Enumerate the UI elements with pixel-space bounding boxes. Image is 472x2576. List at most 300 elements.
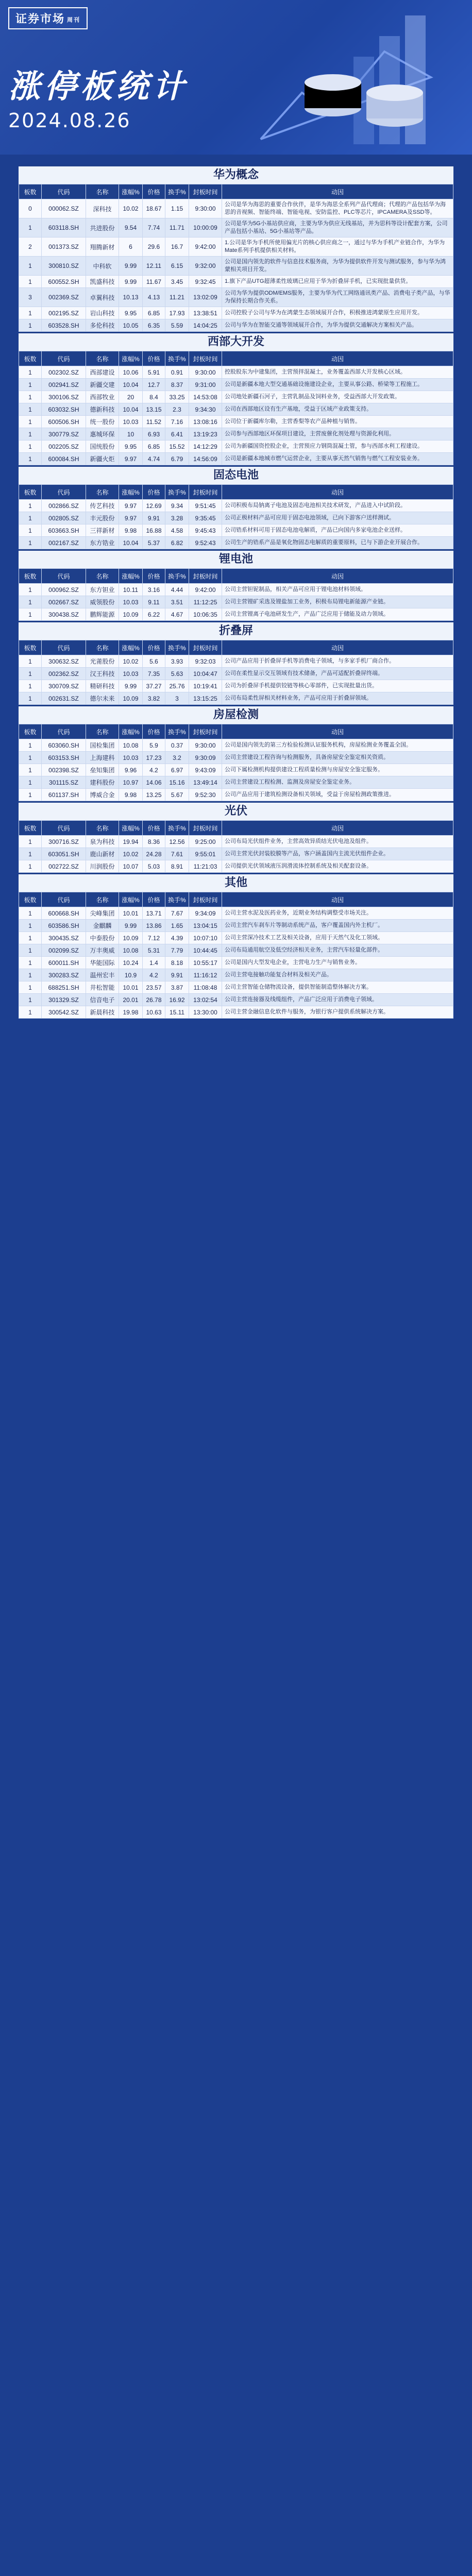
column-header-seal-time: 封板时间 (189, 351, 222, 366)
table-row (19, 238, 453, 257)
table-header-row (19, 569, 453, 584)
cell-change: 10.04 (119, 379, 143, 391)
column-header-code: 代码 (42, 724, 86, 739)
cell-board: 1 (19, 836, 42, 848)
column-header-turnover: 换手% (165, 184, 189, 199)
cell-name: 凯盛科技 (86, 276, 119, 288)
cell-seal-time: 10:04:47 (189, 668, 222, 680)
limit-up-table (19, 351, 453, 465)
cell-change: 10.03 (119, 668, 143, 680)
limit-up-table (19, 820, 453, 873)
cell-change: 9.97 (119, 512, 143, 524)
cell-reason: 公司控股子公司与华为在鸿蒙生态领域展开合作，积极推进鸿蒙原生应用开发。 (222, 307, 453, 319)
cell-code: 300779.SZ (42, 428, 86, 440)
cell-code: 002722.SZ (42, 860, 86, 873)
cell-turnover: 12.56 (165, 836, 189, 848)
cell-turnover: 4.58 (165, 524, 189, 537)
cell-reason: 公司主营锂离子电池研发生产，产品广泛应用于储能及动力领域。 (222, 608, 453, 621)
cell-price: 6.22 (143, 608, 165, 621)
cell-reason: 公司主营深冷技术工艺及相关设备，应用于天然气及化工领域。 (222, 932, 453, 944)
cell-code: 301115.SZ (42, 776, 86, 789)
cell-seal-time: 9:43:09 (189, 764, 222, 776)
cell-board: 1 (19, 428, 42, 440)
table-row (19, 379, 453, 391)
cell-name: 三祥新材 (86, 524, 119, 537)
cell-turnover: 3.93 (165, 655, 189, 668)
cell-name: 西部牧业 (86, 391, 119, 403)
column-header-seal-time: 封板时间 (189, 640, 222, 655)
column-header-turnover: 换手% (165, 821, 189, 836)
cell-price: 1.4 (143, 957, 165, 969)
table-row (19, 199, 453, 218)
cell-price: 6.85 (143, 307, 165, 319)
cell-board: 1 (19, 307, 42, 319)
cell-code: 300810.SZ (42, 257, 86, 276)
cell-name: 信音电子 (86, 994, 119, 1006)
cell-turnover: 11.21 (165, 288, 189, 307)
cell-name: 川润股份 (86, 860, 119, 873)
cell-change: 10.06 (119, 366, 143, 379)
cell-price: 9.11 (143, 596, 165, 608)
cell-price: 7.12 (143, 932, 165, 944)
column-header-price: 价格 (143, 485, 165, 500)
cell-name: 金麒麟 (86, 920, 119, 932)
cell-code: 300716.SZ (42, 836, 86, 848)
cell-code: 000062.SZ (42, 199, 86, 218)
cell-reason: 公司主营锂矿采选及锂盐加工业务，积极布局锂电新能源产业链。 (222, 596, 453, 608)
cell-seal-time: 9:45:43 (189, 524, 222, 537)
cell-board: 1 (19, 416, 42, 428)
cell-code: 603032.SH (42, 403, 86, 416)
table-row (19, 981, 453, 994)
cell-name: 惠城环保 (86, 428, 119, 440)
cell-change: 9.99 (119, 276, 143, 288)
table-row (19, 276, 453, 288)
cell-reason: 公司主营光伏封装胶膜等产品，客户涵盖国内主流光伏组件企业。 (222, 848, 453, 860)
table-header-row (19, 640, 453, 655)
cell-board: 1 (19, 994, 42, 1006)
cell-seal-time: 11:16:12 (189, 969, 222, 981)
cell-turnover: 1.65 (165, 920, 189, 932)
cell-name: 精研科技 (86, 680, 119, 692)
cell-name: 尖峰集团 (86, 907, 119, 920)
cell-board: 1 (19, 680, 42, 692)
column-header-board: 板数 (19, 821, 42, 836)
column-header-reason: 动因 (222, 821, 453, 836)
cell-price: 7.35 (143, 668, 165, 680)
cell-code: 603118.SH (42, 218, 86, 238)
column-header-board: 板数 (19, 724, 42, 739)
cell-turnover: 7.16 (165, 416, 189, 428)
cell-seal-time: 9:30:00 (189, 739, 222, 752)
section-title: 光伏 (19, 801, 453, 820)
cell-code: 002398.SZ (42, 764, 86, 776)
cell-code: 603051.SH (42, 848, 86, 860)
table-header-row (19, 892, 453, 907)
cell-reason: 公司为新疆国资控股企业，主营预应力钢筒混凝土管，参与西部水利工程建设。 (222, 440, 453, 453)
cell-change: 9.99 (119, 920, 143, 932)
cell-turnover: 4.67 (165, 608, 189, 621)
cell-price: 13.25 (143, 789, 165, 801)
cell-change: 10.01 (119, 907, 143, 920)
table-row (19, 537, 453, 549)
cell-seal-time: 9:30:00 (189, 366, 222, 379)
cell-price: 23.57 (143, 981, 165, 994)
cell-name: 博威合金 (86, 789, 119, 801)
cell-change: 9.97 (119, 453, 143, 465)
column-header-code: 代码 (42, 821, 86, 836)
column-header-price: 价格 (143, 351, 165, 366)
cell-reason: 公司主营钽铌制品，相关产品可应用于锂电池材料领域。 (222, 584, 453, 596)
column-header-seal-time: 封板时间 (189, 569, 222, 584)
cell-reason: 公司布局通用航空及低空经济相关业务，主营汽车轻量化部件。 (222, 944, 453, 957)
cell-price: 4.13 (143, 288, 165, 307)
cell-code: 002631.SZ (42, 692, 86, 705)
cell-seal-time: 9:52:43 (189, 537, 222, 549)
column-header-change: 涨幅% (119, 892, 143, 907)
cell-seal-time: 9:34:09 (189, 907, 222, 920)
cell-board: 1 (19, 218, 42, 238)
cell-seal-time: 9:32:00 (189, 257, 222, 276)
cell-seal-time: 11:08:48 (189, 981, 222, 994)
cell-turnover: 8.37 (165, 379, 189, 391)
column-header-change: 涨幅% (119, 821, 143, 836)
cell-change: 10.02 (119, 848, 143, 860)
cell-reason: 公司主营汽车刹车片等制动系统产品，客户覆盖国内外主机厂。 (222, 920, 453, 932)
cell-turnover: 0.37 (165, 739, 189, 752)
cell-board: 1 (19, 608, 42, 621)
column-header-seal-time: 封板时间 (189, 184, 222, 199)
table-row (19, 907, 453, 920)
cell-code: 603153.SH (42, 752, 86, 764)
cell-name: 威领股份 (86, 596, 119, 608)
cell-reason: 公司参与西部地区环保项目建设，主营废催化剂处理与资源化利用。 (222, 428, 453, 440)
column-header-board: 板数 (19, 184, 42, 199)
cell-name: 上海建科 (86, 752, 119, 764)
column-header-change: 涨幅% (119, 351, 143, 366)
cell-name: 垒知集团 (86, 764, 119, 776)
cell-name: 泉为科技 (86, 836, 119, 848)
cell-board: 1 (19, 596, 42, 608)
cell-board: 1 (19, 907, 42, 920)
table-row (19, 789, 453, 801)
cell-name: 新晨科技 (86, 1006, 119, 1019)
cell-reason: 公司主营智能仓储物流设备，提供智能制造整体解决方案。 (222, 981, 453, 994)
cell-turnover: 33.25 (165, 391, 189, 403)
cell-reason: 公司地处新疆石河子，主营乳制品及饲料业务，受益西部大开发政策。 (222, 391, 453, 403)
section-title: 房屋检测 (19, 705, 453, 724)
cell-turnover: 5.59 (165, 319, 189, 332)
cell-board: 1 (19, 848, 42, 860)
cell-change: 10.13 (119, 288, 143, 307)
cell-seal-time: 11:21:03 (189, 860, 222, 873)
column-header-board: 板数 (19, 485, 42, 500)
cell-board: 1 (19, 655, 42, 668)
cell-code: 688251.SH (42, 981, 86, 994)
table-row (19, 848, 453, 860)
cell-seal-time: 10:07:10 (189, 932, 222, 944)
table-row (19, 307, 453, 319)
cell-price: 5.37 (143, 537, 165, 549)
cell-seal-time: 10:55:17 (189, 957, 222, 969)
cell-reason: 1.旗下产品UTG超薄柔性玻璃已应用于华为折叠屏手机，已实现批量供货。 (222, 276, 453, 288)
cell-seal-time: 9:51:45 (189, 500, 222, 512)
cell-board: 1 (19, 403, 42, 416)
cell-board: 1 (19, 944, 42, 957)
cell-board: 1 (19, 668, 42, 680)
cell-name: 共进股份 (86, 218, 119, 238)
cell-code: 002099.SZ (42, 944, 86, 957)
column-header-reason: 动因 (222, 485, 453, 500)
limit-up-table (19, 724, 453, 801)
cell-board: 1 (19, 932, 42, 944)
cell-turnover: 7.61 (165, 848, 189, 860)
cell-price: 13.15 (143, 403, 165, 416)
column-header-reason: 动因 (222, 351, 453, 366)
cell-board: 1 (19, 776, 42, 789)
cell-board: 1 (19, 981, 42, 994)
cell-board: 1 (19, 319, 42, 332)
cell-name: 光莆股份 (86, 655, 119, 668)
cell-reason: 公司为华为提供ODM/EMS服务，主要为华为代工网络通讯类产品、消费电子类产品，与华为保持长期合作关系。 (222, 288, 453, 307)
cell-board: 1 (19, 1006, 42, 1019)
cell-board: 1 (19, 789, 42, 801)
cell-turnover: 15.16 (165, 776, 189, 789)
table-row (19, 668, 453, 680)
cell-board: 1 (19, 257, 42, 276)
column-header-name: 名称 (86, 724, 119, 739)
column-header-price: 价格 (143, 892, 165, 907)
cell-price: 26.78 (143, 994, 165, 1006)
table-row (19, 596, 453, 608)
cell-turnover: 6.97 (165, 764, 189, 776)
cell-change: 10.11 (119, 584, 143, 596)
cell-code: 002941.SZ (42, 379, 86, 391)
table-row (19, 752, 453, 764)
cell-change: 9.98 (119, 789, 143, 801)
cell-reason: 公司正极材料产品可应用于固态电池领域，已向下游客户送样测试。 (222, 512, 453, 524)
cell-code: 002866.SZ (42, 500, 86, 512)
cell-code: 300709.SZ (42, 680, 86, 692)
cell-reason: 公司在西部地区设有生产基地，受益于区域产业政策支持。 (222, 403, 453, 416)
cell-turnover: 9.91 (165, 969, 189, 981)
table-row (19, 524, 453, 537)
section-title: 固态电池 (19, 465, 453, 484)
cell-price: 11.67 (143, 276, 165, 288)
cell-code: 601137.SH (42, 789, 86, 801)
column-header-change: 涨幅% (119, 184, 143, 199)
column-header-seal-time: 封板时间 (189, 724, 222, 739)
cell-seal-time: 9:25:00 (189, 836, 222, 848)
cell-code: 002667.SZ (42, 596, 86, 608)
cell-price: 13.86 (143, 920, 165, 932)
cell-change: 6 (119, 238, 143, 257)
cell-seal-time: 13:15:25 (189, 692, 222, 705)
cell-name: 传艺科技 (86, 500, 119, 512)
cell-seal-time: 9:31:00 (189, 379, 222, 391)
cell-reason: 公司锆系材料可用于固态电池电解质，产品已向国内多家电池企业送样。 (222, 524, 453, 537)
limit-up-table (19, 640, 453, 705)
cell-turnover: 7.67 (165, 907, 189, 920)
cell-change: 10 (119, 428, 143, 440)
cell-code: 002805.SZ (42, 512, 86, 524)
cell-seal-time: 13:02:09 (189, 288, 222, 307)
column-header-price: 价格 (143, 640, 165, 655)
cell-seal-time: 13:04:15 (189, 920, 222, 932)
column-header-change: 涨幅% (119, 569, 143, 584)
cell-seal-time: 9:55:01 (189, 848, 222, 860)
column-header-reason: 动因 (222, 569, 453, 584)
cell-turnover: 6.41 (165, 428, 189, 440)
column-header-name: 名称 (86, 892, 119, 907)
table-row (19, 416, 453, 428)
cell-board: 1 (19, 276, 42, 288)
cell-turnover: 15.52 (165, 440, 189, 453)
cell-change: 19.94 (119, 836, 143, 848)
cell-turnover: 8.18 (165, 957, 189, 969)
cell-seal-time: 13:02:54 (189, 994, 222, 1006)
cell-board: 0 (19, 199, 42, 218)
cell-board: 1 (19, 500, 42, 512)
cell-turnover: 5.67 (165, 789, 189, 801)
cell-seal-time: 10:06:35 (189, 608, 222, 621)
cell-price: 6.35 (143, 319, 165, 332)
cell-change: 10.07 (119, 860, 143, 873)
cell-board: 3 (19, 288, 42, 307)
column-header-code: 代码 (42, 485, 86, 500)
cell-turnover: 3.51 (165, 596, 189, 608)
column-header-seal-time: 封板时间 (189, 485, 222, 500)
table-row (19, 218, 453, 238)
cell-name: 万丰奥威 (86, 944, 119, 957)
cell-turnover: 0.91 (165, 366, 189, 379)
cell-code: 001373.SZ (42, 238, 86, 257)
cell-name: 岩山科技 (86, 307, 119, 319)
cell-turnover: 4.39 (165, 932, 189, 944)
cell-change: 9.99 (119, 257, 143, 276)
cell-change: 10.09 (119, 608, 143, 621)
cell-seal-time: 9:42:00 (189, 238, 222, 257)
cell-code: 600668.SH (42, 907, 86, 920)
cell-price: 16.88 (143, 524, 165, 537)
column-header-code: 代码 (42, 569, 86, 584)
cell-change: 10.01 (119, 981, 143, 994)
column-header-turnover: 换手% (165, 569, 189, 584)
section-title: 西部大开发 (19, 332, 453, 351)
cell-change: 9.95 (119, 440, 143, 453)
cell-turnover: 2.3 (165, 403, 189, 416)
table-row (19, 403, 453, 416)
cell-seal-time: 9:32:45 (189, 276, 222, 288)
cell-change: 10.09 (119, 692, 143, 705)
column-header-board: 板数 (19, 892, 42, 907)
cell-board: 1 (19, 584, 42, 596)
cell-turnover: 5.63 (165, 668, 189, 680)
cell-board: 1 (19, 391, 42, 403)
column-header-change: 涨幅% (119, 724, 143, 739)
cell-change: 10.03 (119, 752, 143, 764)
cell-name: 井松智能 (86, 981, 119, 994)
cell-price: 5.6 (143, 655, 165, 668)
table-row (19, 920, 453, 932)
cell-name: 鹏辉能源 (86, 608, 119, 621)
cell-name: 鹿山新材 (86, 848, 119, 860)
cell-reason: 公司是新疆本地大型交通基础设施建设企业，主要从事公路、桥梁等工程施工。 (222, 379, 453, 391)
table-row (19, 860, 453, 873)
cell-reason: 公司是华为5G小基站供应商，主要为华为供应无线基站，并为思科等设计配套方案，公司产品包括小基站、5G小基站等产品。 (222, 218, 453, 238)
cell-seal-time: 9:42:00 (189, 584, 222, 596)
table-row (19, 608, 453, 621)
cell-name: 新疆火炬 (86, 453, 119, 465)
cell-change: 10.08 (119, 944, 143, 957)
cell-seal-time: 10:19:41 (189, 680, 222, 692)
cell-name: 华能国际 (86, 957, 119, 969)
cell-price: 7.74 (143, 218, 165, 238)
cell-turnover: 16.92 (165, 994, 189, 1006)
brand-logo: 证券市场 周刊 (8, 7, 88, 29)
table-row (19, 680, 453, 692)
cell-reason: 公司是华为海思的重要合作伙伴，是华为海思全系列产品代理商；代理的产品包括华为海思的音视频、智能终端、智能电视、安防监控、PLC等芯片，IPCAMERA及SSD等。 (222, 199, 453, 218)
cell-price: 8.36 (143, 836, 165, 848)
cell-price: 6.93 (143, 428, 165, 440)
cell-reason: 公司在柔性显示交互领域有技术储备，产品可适配折叠屏终端。 (222, 668, 453, 680)
cell-seal-time: 9:34:30 (189, 403, 222, 416)
limit-up-table (19, 184, 453, 332)
cell-price: 6.85 (143, 440, 165, 453)
cell-name: 建科股份 (86, 776, 119, 789)
cell-code: 300106.SZ (42, 391, 86, 403)
cell-seal-time: 9:30:00 (189, 199, 222, 218)
cell-reason: 公司主营连接器及线缆组件，产品广泛应用于消费电子领域。 (222, 994, 453, 1006)
cell-code: 603060.SH (42, 739, 86, 752)
cell-turnover: 3.28 (165, 512, 189, 524)
cell-change: 9.54 (119, 218, 143, 238)
cell-code: 603586.SH (42, 920, 86, 932)
cell-reason: 公司与华为在智能交通等领域展开合作，为华为提供交通解决方案相关产品。 (222, 319, 453, 332)
cell-price: 24.28 (143, 848, 165, 860)
cell-change: 20.01 (119, 994, 143, 1006)
cell-change: 10.97 (119, 776, 143, 789)
cell-change: 20 (119, 391, 143, 403)
column-header-seal-time: 封板时间 (189, 892, 222, 907)
cell-seal-time: 14:04:25 (189, 319, 222, 332)
column-header-turnover: 换手% (165, 892, 189, 907)
cell-name: 多伦科技 (86, 319, 119, 332)
cell-change: 10.08 (119, 739, 143, 752)
table-row (19, 1006, 453, 1019)
cell-seal-time: 13:19:23 (189, 428, 222, 440)
cell-price: 13.71 (143, 907, 165, 920)
cell-seal-time: 14:12:29 (189, 440, 222, 453)
cell-name: 翔腾新材 (86, 238, 119, 257)
cell-board: 1 (19, 957, 42, 969)
cell-reason: 公司积极布局钠离子电池及固态电池相关技术研发，产品进入中试阶段。 (222, 500, 453, 512)
cell-code: 603663.SH (42, 524, 86, 537)
cell-code: 002362.SZ (42, 668, 86, 680)
column-header-turnover: 换手% (165, 351, 189, 366)
page-date: 2024.08.26 (8, 109, 131, 132)
table-row (19, 428, 453, 440)
section-title: 其他 (19, 873, 453, 892)
table-header-row (19, 351, 453, 366)
cell-turnover: 15.11 (165, 1006, 189, 1019)
table-row (19, 584, 453, 596)
cell-reason: 1.公司是华为手机所使用偏光片的核心供应商之一，通过与华为手机产业链合作，为华为Mate系列手机提供相关材料。 (222, 238, 453, 257)
cell-change: 10.02 (119, 655, 143, 668)
cell-board: 1 (19, 920, 42, 932)
table-row (19, 836, 453, 848)
column-header-reason: 动因 (222, 724, 453, 739)
